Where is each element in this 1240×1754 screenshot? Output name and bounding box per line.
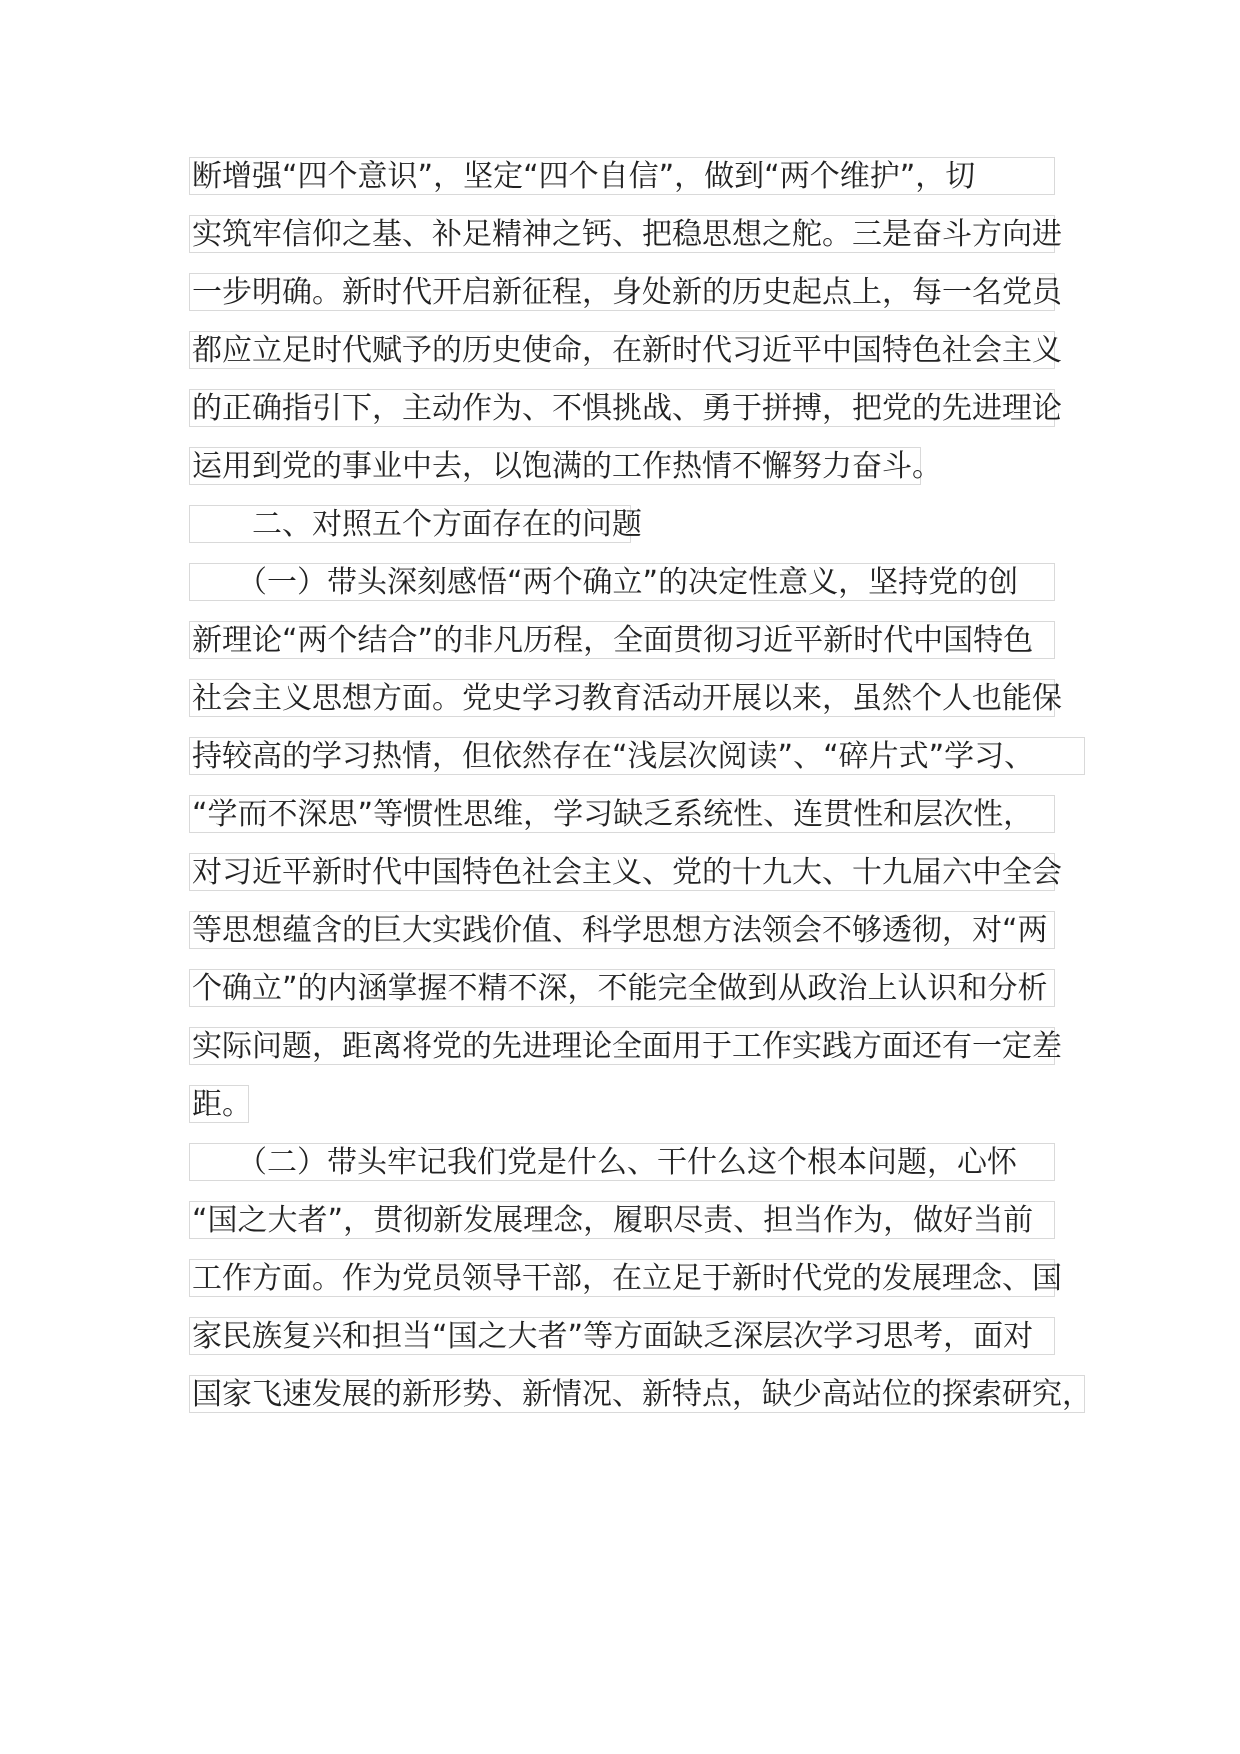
subsection-heading: （一）带头深刻感悟“两个确立”的决定性意义，坚持党的创 — [189, 563, 1055, 601]
text-line: “学而不深思”等惯性思维，学习缺乏系统性、连贯性和层次性， — [189, 795, 1055, 833]
subsection-heading: （二）带头牢记我们党是什么、干什么这个根本问题，心怀 — [189, 1143, 1055, 1181]
text-line: 国家飞速发展的新形势、新情况、新特点，缺少高站位的探索研究， — [189, 1375, 1085, 1413]
text-line: 对习近平新时代中国特色社会主义、党的十九大、十九届六中全会 — [189, 853, 1055, 891]
text-line: 新理论“两个结合”的非凡历程，全面贯彻习近平新时代中国特色 — [189, 621, 1055, 659]
text-line: 都应立足时代赋予的历史使命，在新时代习近平中国特色社会主义 — [189, 331, 1055, 369]
text-line: 实际问题，距离将党的先进理论全面用于工作实践方面还有一定差 — [189, 1027, 1055, 1065]
text-line: 家民族复兴和担当“国之大者”等方面缺乏深层次学习思考，面对 — [189, 1317, 1055, 1355]
text-line: 个确立”的内涵掌握不精不深，不能完全做到从政治上认识和分析 — [189, 969, 1055, 1007]
text-line: 一步明确。新时代开启新征程，身处新的历史起点上，每一名党员 — [189, 273, 1055, 311]
text-line: 距。 — [189, 1085, 249, 1123]
text-line: 运用到党的事业中去，以饱满的工作热情不懈努力奋斗。 — [189, 447, 921, 485]
section-heading: 二、对照五个方面存在的问题 — [189, 505, 631, 543]
text-line: 实筑牢信仰之基、补足精神之钙、把稳思想之舵。三是奋斗方向进 — [189, 215, 1055, 253]
text-line: 的正确指引下，主动作为、不惧挑战、勇于拼搏，把党的先进理论 — [189, 389, 1055, 427]
text-line: 等思想蕴含的巨大实践价值、科学思想方法领会不够透彻，对“两 — [189, 911, 1055, 949]
text-line: “国之大者”，贯彻新发展理念，履职尽责、担当作为，做好当前 — [189, 1201, 1055, 1239]
text-line: 工作方面。作为党员领导干部，在立足于新时代党的发展理念、国 — [189, 1259, 1055, 1297]
text-line: 社会主义思想方面。党史学习教育活动开展以来，虽然个人也能保 — [189, 679, 1055, 717]
text-line: 断增强“四个意识”，坚定“四个自信”，做到“两个维护”，切 — [189, 157, 1055, 195]
text-line: 持较高的学习热情，但依然存在“浅层次阅读”、“碎片式”学习、 — [189, 737, 1085, 775]
